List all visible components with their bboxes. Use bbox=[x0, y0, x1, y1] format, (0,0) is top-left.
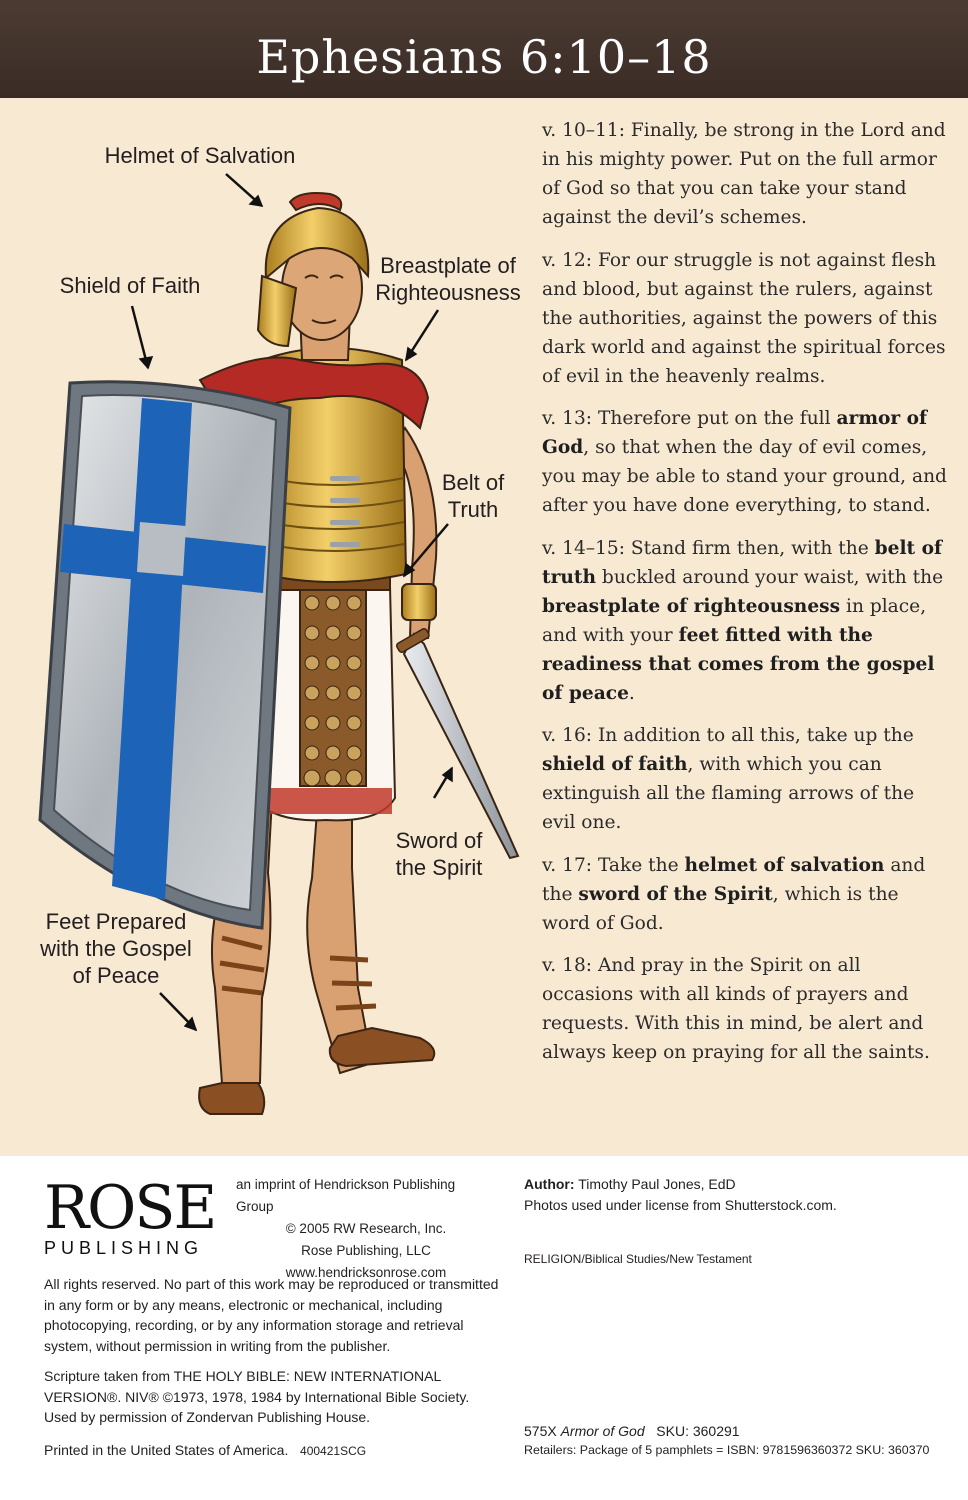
verse-text: , so that when the day of evil comes, you may be able to stand your ground, and after you have done everything, to stand. bbox=[542, 437, 947, 516]
website-link[interactable]: www.hendricksonrose.com bbox=[285, 1265, 447, 1280]
footer bbox=[0, 1156, 968, 1500]
header-bar bbox=[0, 0, 968, 98]
imprint-block bbox=[236, 1174, 496, 1284]
callout-belt: Belt of Truth bbox=[441, 470, 505, 522]
author-name: Timothy Paul Jones, EdD bbox=[578, 1176, 736, 1192]
copyright-line: © 2005 RW Research, Inc. bbox=[285, 1221, 447, 1236]
imprint-line: an imprint of Hendrickson Publishing Group bbox=[236, 1177, 456, 1214]
verse-paragraph bbox=[542, 404, 952, 520]
page-title: Ephesians 6:10–18 bbox=[256, 30, 712, 84]
verse-text: , with which you can extinguish all the flaming arrows of the evil one. bbox=[542, 754, 915, 833]
verse-text: v. 16: In addition to all this, take up the bbox=[542, 725, 914, 746]
verse-paragraph bbox=[542, 246, 952, 391]
verse-text: v. 17: Take the bbox=[542, 854, 685, 876]
printed-notice: Printed in the United States of America. 400421SCG bbox=[44, 1442, 367, 1458]
callout-breastplate: Breastplate of Righteousness bbox=[375, 253, 521, 305]
rose-publishing-logo bbox=[44, 1173, 224, 1262]
verse-paragraph bbox=[542, 721, 952, 837]
verse-text: in place, and with your bbox=[542, 595, 927, 646]
sku-block: 575X Armor of God SKU: 360291 Retailers: Package of 5 pamphlets = ISBN: 9781596360372 SKU: 360370 bbox=[524, 1422, 964, 1460]
verse-text: v. 18: And pray in the Spirit on all occasions with all kinds of prayers and requests. With this in mind, be alert and always keep on praying for all the saints. bbox=[542, 955, 930, 1063]
photo-credit: Photos used under license from Shutterstock.com. bbox=[524, 1197, 837, 1213]
verse-highlight: breastplate of righteousness bbox=[542, 595, 841, 617]
scripture-notice: Scripture taken from THE HOLY BIBLE: NEW INTERNATIONAL VERSION®. NIV® ©1973, 1978, 1984 by International Bible Society. Used by permission of Zondervan Publishing House. bbox=[44, 1368, 470, 1425]
verse-highlight: shield of faith bbox=[542, 754, 688, 775]
print-code: 400421SCG bbox=[300, 1444, 367, 1458]
publisher-line: Rose Publishing, LLC bbox=[301, 1243, 431, 1258]
rights-notice: All rights reserved. No part of this work may be reproduced or transmitted in any form or by any means, electronic or mechanical, including photocopying, recording, or by any information storage and retrieval system, without permission in writing from the publisher. bbox=[44, 1276, 499, 1354]
logo-subtitle: PUBLISHING bbox=[44, 1238, 204, 1258]
verse-text: v. 12: For our struggle is not against flesh and blood, but against the rulers, against the authorities, against the powers of this dark world and against the spiritual forces of evil in the heavenly realms. bbox=[542, 249, 946, 387]
verse-text: . bbox=[628, 682, 635, 704]
verse-highlight: armor of God bbox=[542, 408, 928, 458]
verse-text: v. 14–15: Stand firm then, with the bbox=[542, 537, 875, 559]
product-title: Armor of God bbox=[560, 1423, 645, 1439]
callout-sword: Sword of the Spirit bbox=[395, 828, 483, 880]
verse-paragraph bbox=[542, 951, 952, 1067]
verse-text: buckled around your waist, with the bbox=[596, 566, 944, 588]
callout-shield: Shield of Faith bbox=[59, 273, 201, 298]
verse-paragraph bbox=[542, 116, 952, 232]
category-label: RELIGION/Biblical Studies/New Testament bbox=[524, 1252, 752, 1266]
logo-wordmark: ROSE bbox=[44, 1173, 216, 1243]
callout-feet: Feet Prepared with the Gospel of Peace bbox=[40, 909, 192, 988]
callout-helmet: Helmet of Salvation bbox=[104, 143, 296, 168]
verse-paragraph bbox=[542, 534, 952, 708]
verse-highlight: feet fitted with the readiness that comes from the gospel of peace bbox=[542, 624, 935, 704]
verse-text: , which is the word of God. bbox=[542, 883, 899, 934]
verse-list bbox=[542, 116, 952, 1081]
verse-text: and the bbox=[542, 854, 926, 905]
author-block bbox=[524, 1174, 954, 1216]
verse-text: v. 13: Therefore put on the full bbox=[542, 408, 837, 429]
verse-paragraph bbox=[542, 851, 952, 938]
author-label: Author: bbox=[524, 1176, 575, 1192]
verse-highlight: belt of truth bbox=[542, 537, 943, 588]
verse-highlight: helmet of salvation bbox=[684, 854, 885, 876]
verse-highlight: sword of the Spirit bbox=[578, 883, 773, 905]
verse-text: v. 10–11: Finally, be strong in the Lord and in his mighty power. Put on the full armor of God so that you can take your stand against the devil’s schemes. bbox=[542, 120, 946, 228]
retailer-line: Retailers: Package of 5 pamphlets = ISBN: 9781596360372 SKU: 360370 bbox=[524, 1443, 930, 1457]
